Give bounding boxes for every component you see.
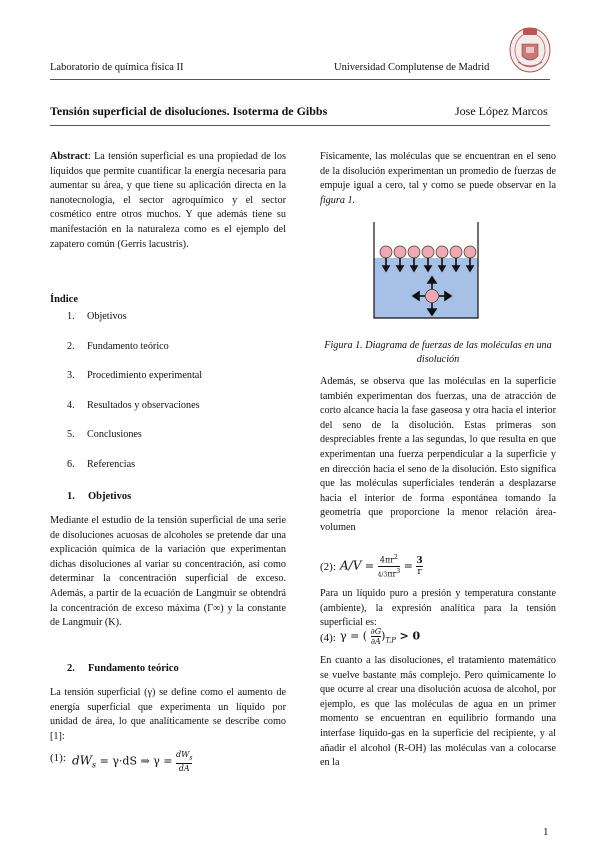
section1-text: Mediante el estudio de la tensión superficial de una serie de disoluciones acuosas de alcoholes se pretende dar una explicación química de la variación que experimentan dichas disoluciones al variar su concentración, así como determinar la concentración superficial de exceso. Además, a partir de la ecuación de Langmuir se obtendrá la concentración de exceso máxima (Γ∞) y la constante de Langmuir (K). xyxy=(50,515,286,629)
figure-caption: Figura 1. Diagrama de fuerzas de las moléculas en una disolución xyxy=(324,340,552,365)
seal-logo xyxy=(508,22,552,74)
eq2-label: (2): xyxy=(320,561,336,573)
equation-4 xyxy=(320,632,336,644)
header-center: Universidad Complutense de Madrid xyxy=(334,62,490,73)
section2-text: La tensión superficial (γ) se define como el aumento de energía superficial que experimenta un líquido por unidad de área, lo que analíticamente se describe como [1]: xyxy=(50,687,286,742)
eq4-render: γ = ( $\frac{\partial G}{\partial A}$ )$_{T,P} > 0$ xyxy=(340,627,421,646)
title-rule xyxy=(50,125,550,126)
right-p3: Para un líquido puro a presión y temperatura constante (ambiente), la expresión analítica para la tensión superficial es: xyxy=(320,588,556,629)
toc-item: 3. Procedimiento experimental xyxy=(67,370,203,382)
section2-heading: 2. Fundamento teórico xyxy=(67,663,179,674)
right-p2: Además, se observa que las moléculas en la superficie también experimentan dos fuerzas, una de atracción de corto alcance hacia la fase gaseosa y otra hacia el interior del seno de la disolución. Estas primeras son despreciables frente a las segundas, lo que resulta en que experimentan una fuerza perpendicular a la superficie y en dirección hacia el seno de la disolución. Esto significa que las moléculas superficiales tenderán a desplazarse hacia el interior de forma espontánea tomando la geometría que proporcione la menor relación área-volumen xyxy=(320,376,556,533)
right-p4: En cuanto a las disoluciones, el tratamiento matemático se vuelve bastante más complejo. Pero químicamente lo que ocurre al crear una disolución acuosa de alcohol, por ejemplo, es que las moléculas de agua en un primer momento se encuentran en equilibrio formando una interfase líquido-gas en la superficie del recipiente, y al añadir el alcohol (R-OH) las moléculas van a colocarse en la xyxy=(320,655,556,769)
paper-title: Tensión superficial de disoluciones. Isoterma de Gibbs xyxy=(50,104,328,118)
toc-title: Índice xyxy=(50,294,79,305)
abstract xyxy=(50,150,286,252)
abstract-label: Abstract xyxy=(50,151,88,162)
toc-item: 1. Objetivos xyxy=(67,311,127,322)
equation-1 xyxy=(50,752,66,764)
left-column xyxy=(50,150,286,252)
eq1-render: $dW_s = \gamma\cdot dS$ ⇒ γ = $dW_s$ dA xyxy=(72,750,193,773)
toc-item: 6. Referencias xyxy=(67,458,136,470)
right-p1: Físicamente, las moléculas que se encuentran en el seno de la disolución experimentan un promedio de fuerzas de empuje igual a cero, tal y como se puede observar en la figura 1. xyxy=(320,151,556,206)
page-number: 1 xyxy=(543,826,549,838)
eq1-label: (1): xyxy=(50,752,66,764)
author-name: Jose López Marcos xyxy=(455,104,548,118)
figure-1 xyxy=(372,222,480,320)
toc-item: 5. Conclusiones xyxy=(67,429,142,441)
equation-2 xyxy=(320,561,336,573)
eq4-label: (4): xyxy=(320,632,336,644)
toc-list xyxy=(50,311,286,489)
figure-ref: figura 1. xyxy=(320,194,356,206)
header-rule xyxy=(50,79,550,80)
eq2-render: A/V = $\frac{4\pi r^2}{4/3\pi r^3}$ = $\frac{3}{r}$ xyxy=(340,554,423,579)
section1-heading: 1. Objetivos xyxy=(67,491,132,502)
header-left: Laboratorio de química física II xyxy=(50,62,184,73)
abstract-text: : La tensión superficial es una propiedad de los líquidos que permite cuantificar la energía necesaria para aumentar su área, y que tiene su aplicación directa en la nanotecnología, el sector agroquímico y el sector cosmético entre otros muchos. Y que además tiene su manifestación en la naturaleza como es el ejemplo del zapatero común (Gerris lacustris). xyxy=(50,151,286,250)
toc-item: 4. Resultados y observaciones xyxy=(67,399,200,411)
toc-item: 2. Fundamento teórico xyxy=(67,340,169,352)
